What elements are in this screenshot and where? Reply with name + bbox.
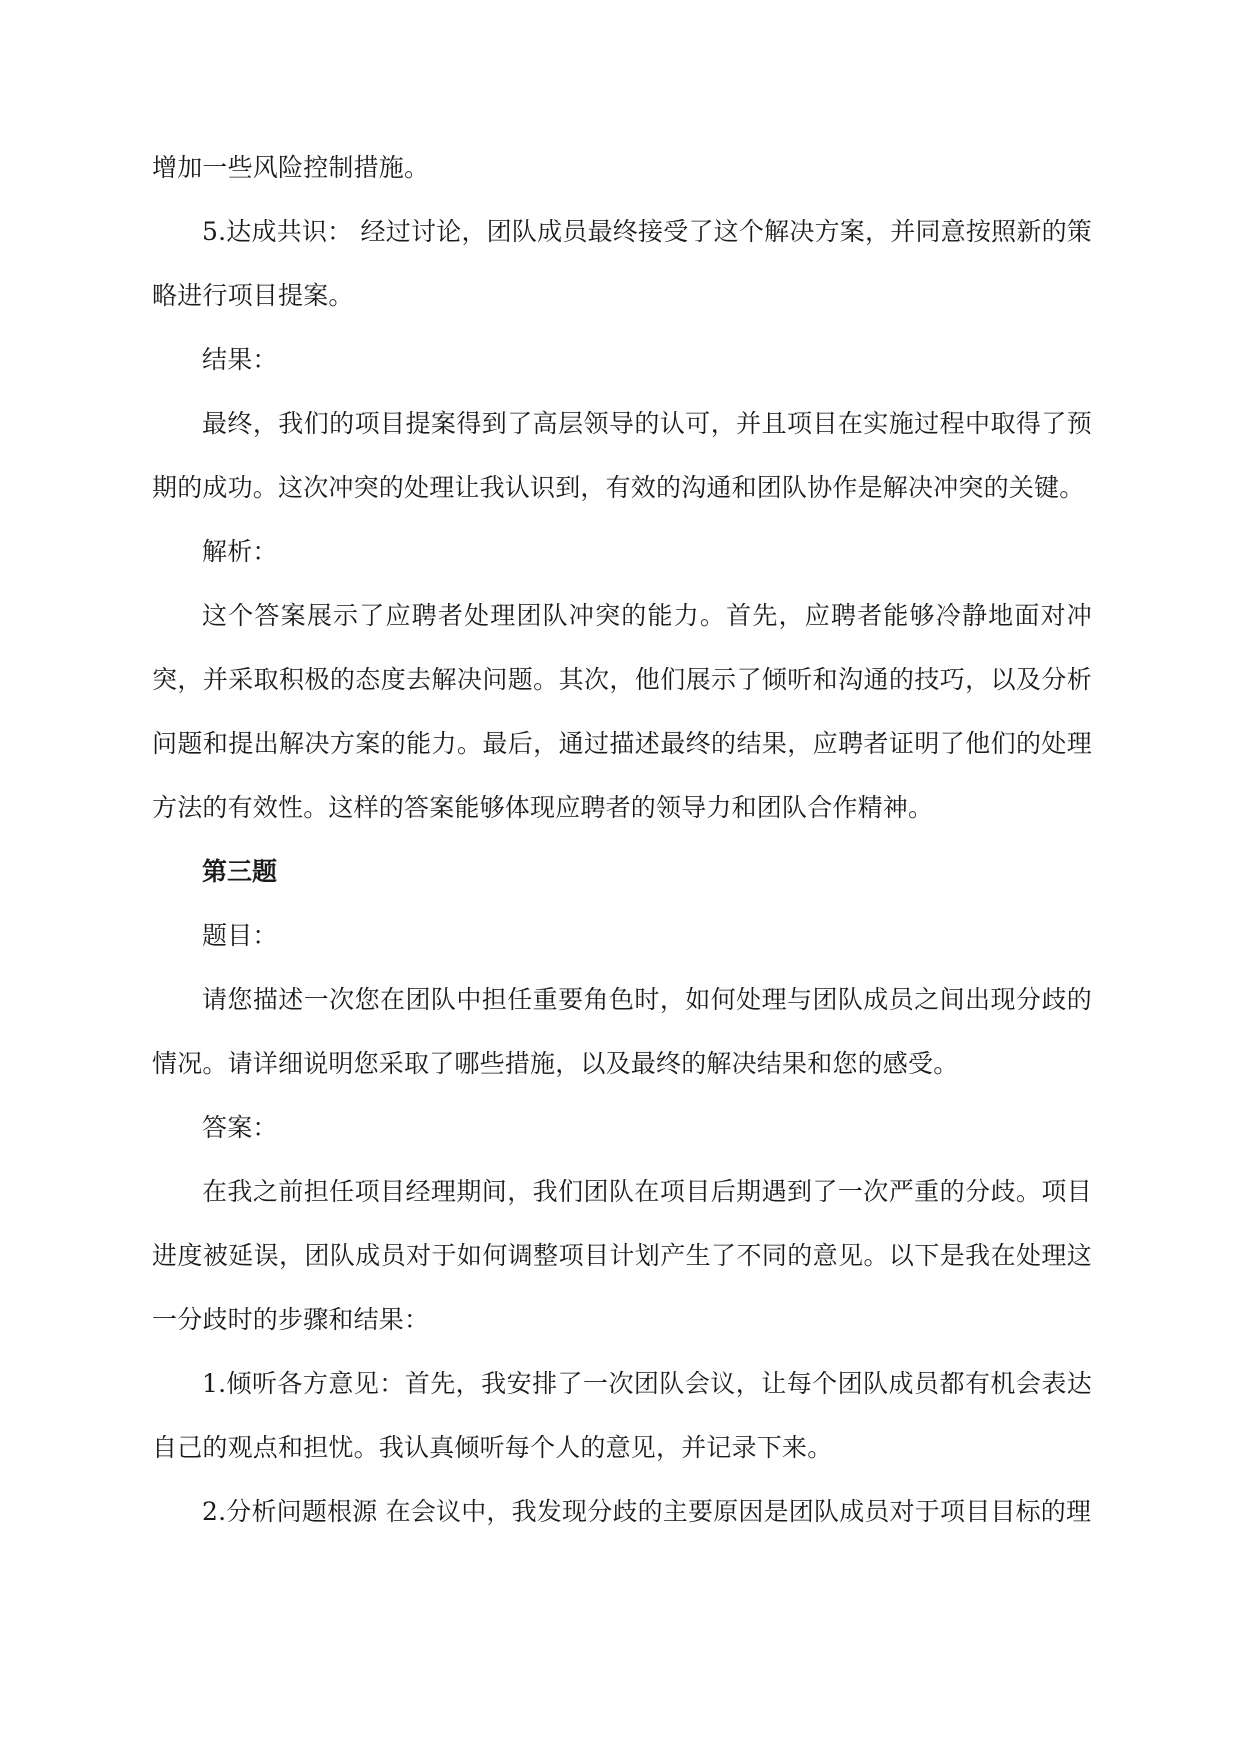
paragraph-result: 最终，我们的项目提案得到了高层领导的认可，并且项目在实施过程中取得了预期的成功。这次冲突的处理让我认识到，有效的沟通和团队协作是解决冲突的关键。 — [152, 409, 1092, 502]
paragraph-answer-intro: 在我之前担任项目经理期间，我们团队在项目后期遇到了一次严重的分歧。项目进度被延误，团队成员对于如何调整项目计划产生了不同的意见。以下是我在处理这一分歧时的步骤和结果： — [152, 1177, 1092, 1334]
paragraph-question: 请您描述一次您在团队中担任重要角色时，如何处理与团队成员之间出现分歧的情况。请详细说明您采取了哪些措施，以及最终的解决结果和您的感受。 — [152, 985, 1092, 1078]
label-analysis: 解析： — [202, 537, 278, 566]
paragraph-step-1-listen: 1.倾听各方意见：首先，我安排了一次团队会议，让每个团队成员都有机会表达自己的观点和担忧。我认真倾听每个人的意见，并记录下来。 — [152, 1369, 1092, 1462]
paragraph-step-5-consensus: 5.达成共识： 经过讨论，团队成员最终接受了这个解决方案，并同意按照新的策略进行项目提案。 — [152, 217, 1092, 310]
label-answer: 答案： — [202, 1113, 278, 1142]
paragraph-risk-control: 增加一些风险控制措施。 — [152, 153, 430, 182]
document-body — [152, 136, 1092, 1544]
paragraph-step-2-analyze: 2.分析问题根源 在会议中，我发现分歧的主要原因是团队成员对于项目目标的理 — [202, 1497, 1092, 1526]
label-result: 结果： — [202, 345, 278, 374]
label-question: 题目： — [202, 921, 278, 950]
section-heading-question-3: 第三题 — [202, 857, 278, 886]
paragraph-analysis: 这个答案展示了应聘者处理团队冲突的能力。首先，应聘者能够冷静地面对冲突，并采取积极的态度去解决问题。其次，他们展示了倾听和沟通的技巧，以及分析问题和提出解决方案的能力。最后，通过描述最终的结果，应聘者证明了他们的处理方法的有效性。这样的答案能够体现应聘者的领导力和团队合作精神。 — [152, 601, 1092, 822]
